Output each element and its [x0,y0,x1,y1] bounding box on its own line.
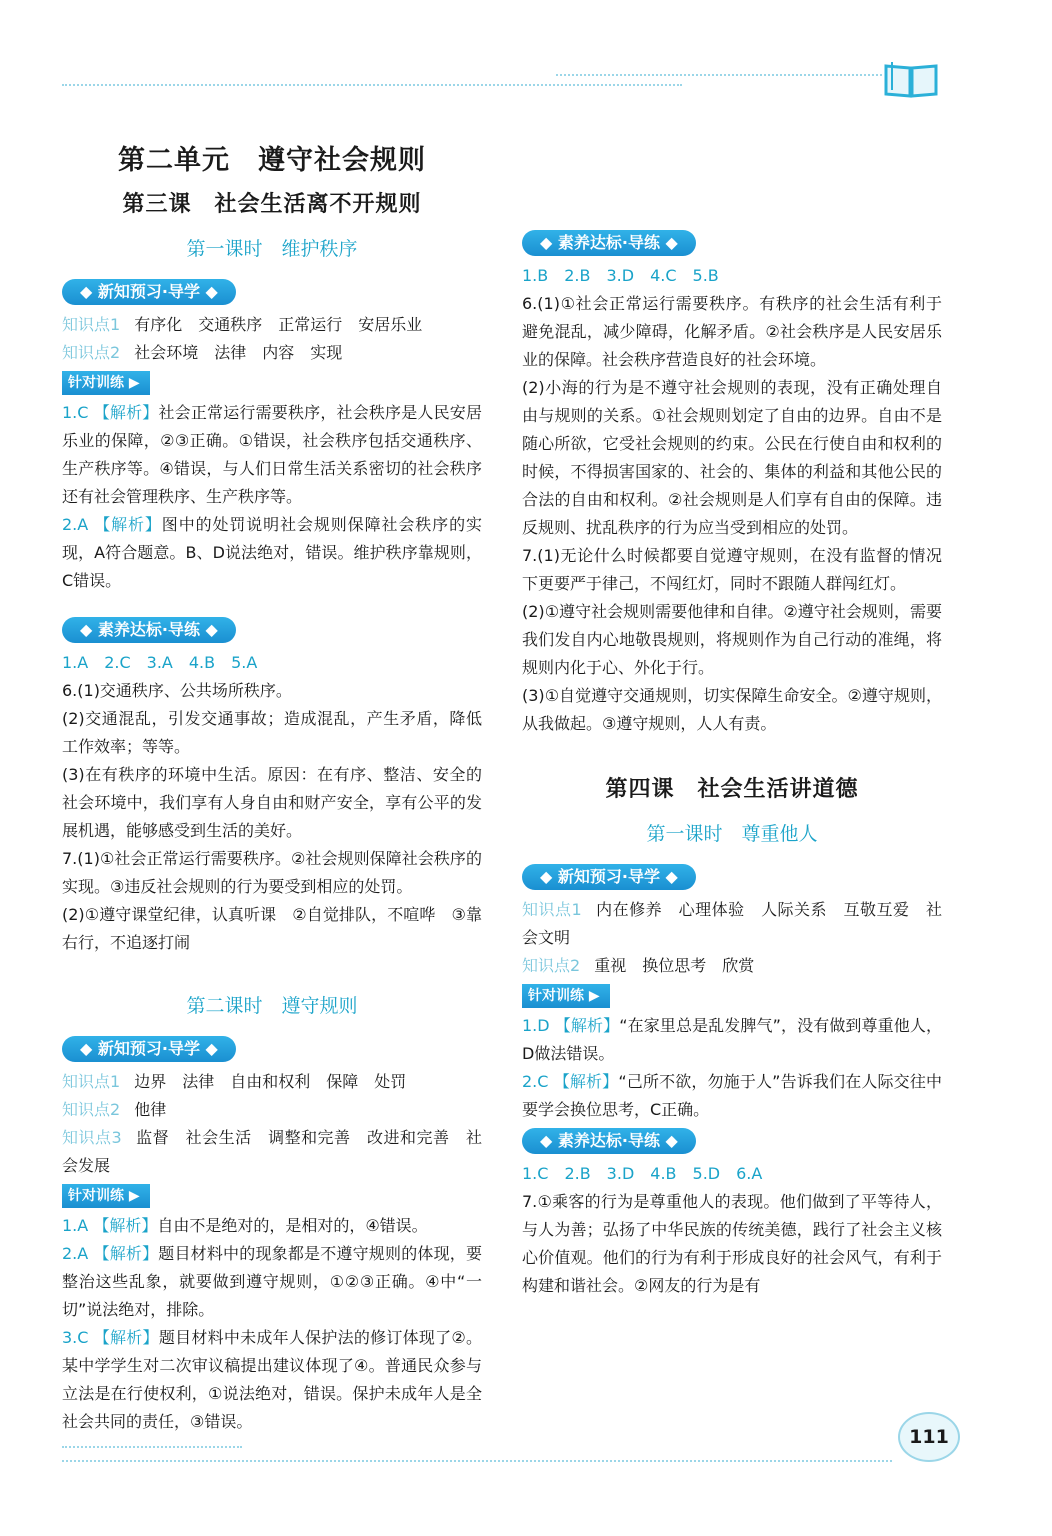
banner-practice: ◆ 素养达标·导练 ◆ [62,617,236,643]
lesson4-title: 第四课 社会生活讲道德 [605,776,859,802]
answer-item: (2)①遵守社会规则需要他律和自律。②遵守社会规则，需要我们发自内心地敬畏规则，将规则作为自己行动的准绳，将规则内化于心、外化于行。 [522,602,942,677]
answer-item: 1.C 【解析】社会正常运行需要秩序，社会秩序是人民安居乐业的保障，②③正确。①错误，社会秩序包括交通秩序、生产秩序等。④错误，与人们日常生活关系密切的社会秩序还有社会管理秩序、生产秩序等。 [62,403,482,506]
tag-training: 针对训练 ▶ [62,371,150,395]
answer-item: 7.(1)①社会正常运行需要秩序。②社会规则保障社会秩序的实现。③违反社会规则的行为要受到相应的处罚。 [62,849,482,896]
tag-training: 针对训练 ▶ [62,1184,150,1208]
answer-item: 2.A 【解析】题目材料中的现象都是不遵守规则的体现，要整治这些乱象，就要做到遵守规则，①②③正确。④中“一切”说法绝对，排除。 [62,1244,482,1319]
tag-training: 针对训练 ▶ [522,984,610,1008]
bottom-divider [62,1446,242,1448]
lesson4-session1-title: 第一课时 尊重他人 [646,823,818,845]
knowledge-point: 知识点1 内在修养 心理体验 人际关系 互敬互爱 社会文明 [522,900,942,947]
banner-preview: ◆ 新知预习·导学 ◆ [62,279,236,305]
answer-item: 7.①乘客的行为是尊重他人的表现。他们做到了平等待人，与人为善；弘扬了中华民族的传统美德，践行了社会主义核心价值观。他们的行为有利于形成良好的社会风气，有利于构建和谐社会。②网友的行为是有 [522,1192,942,1295]
session2-title: 第二课时 遵守规则 [186,995,358,1017]
answer-item: 2.C 【解析】“己所不欲，勿施于人”告诉我们在人际交往中要学会换位思考，C正确。 [522,1072,942,1119]
banner-preview: ◆ 新知预习·导学 ◆ [62,1036,236,1062]
answer-item: 7.(1)无论什么时候都要自觉遵守规则，在没有监督的情况下更要严于律己，不闯红灯，同时不跟随人群闯红灯。 [522,546,942,593]
top-divider [62,84,682,86]
knowledge-point: 知识点2 重视 换位思考 欣赏 [522,956,755,975]
knowledge-point: 知识点1 有序化 交通秩序 正常运行 安居乐业 [62,315,423,334]
knowledge-point: 知识点3 监督 社会生活 调整和完善 改进和完善 社会发展 [62,1128,482,1175]
top-divider-right [556,74,882,76]
banner-practice: ◆ 素养达标·导练 ◆ [522,230,696,256]
answer-item: (2)小海的行为是不遵守社会规则的表现，没有正确处理自由与规则的关系。①社会规则划定了自由的边界。自由不是随心所欲，它受社会规则的约束。公民在行使自由和权利的时候，不得损害国家的、社会的、集体的利益和其他公民的合法的自由和权利。②社会规则是人们享有自由的保障。违反规则、扰乱秩序的行为应当受到相应的处罚。 [522,378,942,537]
answer-item: (3)①自觉遵守交通规则，切实保障生命安全。②遵守规则，从我做起。③遵守规则，人人有责。 [522,686,942,733]
answer-item: (2)①遵守课堂纪律，认真听课 ②自觉排队，不喧哗 ③靠右行，不追逐打闹 [62,905,482,952]
answer-item: 6.(1)交通秩序、公共场所秩序。 [62,681,292,700]
answer-item: (2)交通混乱，引发交通事故；造成混乱，产生矛盾，降低工作效率；等等。 [62,709,482,756]
book-icon [884,60,938,98]
choice-answers: 1.C 2.B 3.D 4.B 5.D 6.A [522,1164,763,1183]
answer-item: 1.D 【解析】“在家里总是乱发脾气”，没有做到尊重他人，D做法错误。 [522,1016,942,1063]
answer-item: 1.A 【解析】自由不是绝对的，是相对的，④错误。 [62,1216,428,1235]
answer-item: 3.C 【解析】题目材料中未成年人保护法的修订体现了②。某中学学生对二次审议稿提出建议体现了④。普通民众参与立法是在行使权利，①说法绝对，错误。保护未成年人是全社会共同的责任，③错误。 [62,1328,482,1431]
answer-item: (3)在有秩序的环境中生活。原因：在有序、整洁、安全的社会环境中，我们享有人身自由和财产安全，享有公平的发展机遇，能够感受到生活的美好。 [62,765,482,840]
bottom-divider-right [62,1460,892,1462]
lesson3-title: 第三课 社会生活离不开规则 [122,191,422,217]
banner-preview: ◆ 新知预习·导学 ◆ [522,864,696,890]
banner-practice: ◆ 素养达标·导练 ◆ [522,1128,696,1154]
right-column [522,130,942,1300]
page-number: 111 [898,1412,960,1462]
knowledge-point: 知识点1 边界 法律 自由和权利 保障 处罚 [62,1072,407,1091]
session1-title: 第一课时 维护秩序 [186,238,358,260]
answer-item: 6.(1)①社会正常运行需要秩序。有秩序的社会生活有利于避免混乱，减少障碍，化解矛盾。②社会秩序是人民安居乐业的保障。社会秩序营造良好的社会环境。 [522,294,942,369]
knowledge-point: 知识点2 社会环境 法律 内容 实现 [62,343,343,362]
unit-title: 第二单元 遵守社会规则 [118,145,426,176]
knowledge-point: 知识点2 他律 [62,1100,167,1119]
choice-answers: 1.A 2.C 3.A 4.B 5.A [62,653,258,672]
answer-item: 2.A 【解析】图中的处罚说明社会规则保障社会秩序的实现，A符合题意。B、D说法绝对，错误。维护秩序靠规则，C错误。 [62,515,482,590]
choice-answers: 1.B 2.B 3.D 4.C 5.B [522,266,719,285]
left-column [62,130,482,1436]
